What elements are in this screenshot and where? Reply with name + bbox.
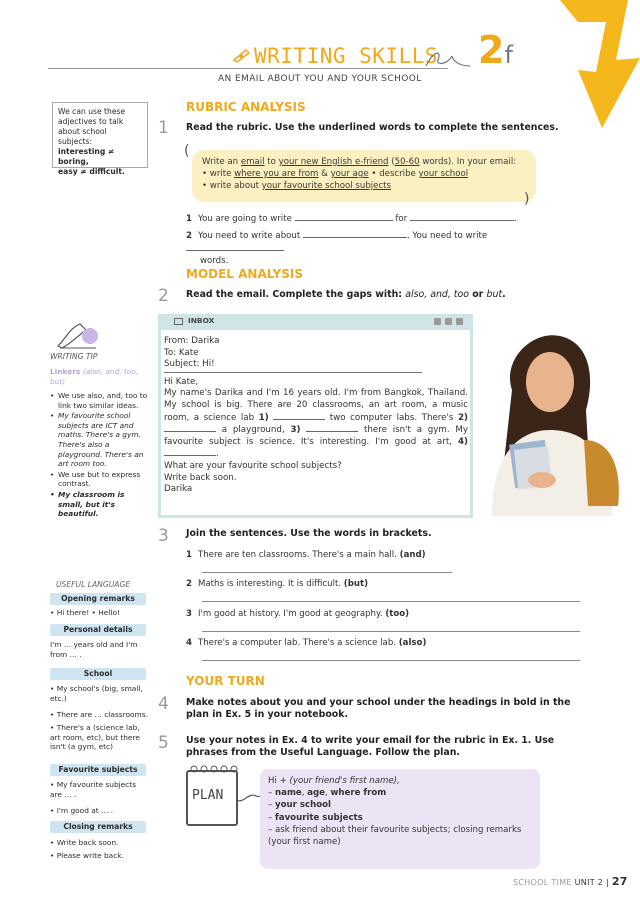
email-subject: Subject: Hi! — [164, 359, 215, 370]
tip-title: WRITING TIP — [50, 352, 98, 361]
email-greeting: Hi Kate, — [164, 376, 199, 387]
answer-line[interactable] — [202, 572, 452, 573]
ul-item: • Write back soon. — [50, 838, 119, 847]
join-item: 2 Maths is interesting. It is difficult. (but) — [186, 579, 369, 589]
answer-blank[interactable] — [410, 212, 514, 221]
plan-line: – favourite subjects — [268, 812, 363, 823]
envelope-icon — [174, 318, 183, 325]
email-paragraph: My name's Darika and I'm 16 years old. I'm from Bangkok, Thailand. My school is big. There are 20 classrooms, an art room, a music room, a science lab 1) two computer labs. There's 2) a playground, 3) there isn't a gym. My favourite subject is science. It's interesting. I'm good at art, 4) . — [164, 388, 469, 460]
useful-language-title: USEFUL LANGUAGE — [56, 580, 131, 589]
exercise-instruction: Read the rubric. Use the underlined words to complete the sentences. — [186, 122, 559, 133]
join-item: 4 There's a computer lab. There's a science lab. (also) — [186, 638, 427, 648]
tip-item: • We use but to express contrast. — [50, 470, 150, 489]
writing-pen-icon — [232, 46, 252, 64]
header-rule — [48, 68, 448, 69]
plan-box — [260, 769, 540, 869]
plan-line: – ask friend about their favourite subjects; closing remarks — [268, 824, 522, 835]
notepad-rings-icon — [188, 764, 238, 774]
inbox-label: INBOX — [188, 316, 215, 325]
sentence-2: 2 You need to write about . You need to write words. — [186, 231, 488, 266]
plan-line: (your first name) — [268, 837, 341, 848]
exercise-instruction: Use your notes in Ex. 4 to write your email for the rubric in Ex. 1. Use phrases from the Useful Language. Follow the plan. — [186, 735, 555, 758]
student-photo — [472, 330, 622, 516]
note-pair2: easy ≠ difficult. — [58, 167, 125, 176]
corner-arrow-graphic — [520, 0, 640, 130]
bracket-open-icon: ( — [184, 143, 190, 159]
exercise-number: 2 — [158, 286, 169, 306]
plan-line: – name, age, where from — [268, 788, 387, 799]
rubric-box — [192, 150, 536, 202]
ul-item: I'm … years old and I'm from … . — [50, 640, 138, 659]
ul-item: • Please write back. — [50, 851, 124, 860]
plan-label: PLAN — [192, 788, 224, 803]
ul-heading-school: School — [50, 668, 146, 680]
page-title: WRITING SKILLS — [254, 44, 439, 68]
exercise-instruction: Join the sentences. Use the words in brackets. — [186, 528, 432, 539]
page-footer: SCHOOL TIME UNIT 2 | 27 — [513, 875, 628, 888]
model-heading: MODEL ANALYSIS — [186, 267, 303, 281]
page-subtitle: AN EMAIL ABOUT YOU AND YOUR SCHOOL — [218, 74, 422, 84]
answer-line[interactable] — [202, 631, 580, 632]
answer-blank[interactable] — [295, 212, 393, 221]
exercise-number: 5 — [158, 733, 169, 753]
tip-list — [50, 391, 150, 520]
answer-blank[interactable] — [303, 229, 407, 238]
gap-1[interactable] — [273, 412, 325, 420]
email-to: To: Kate — [164, 347, 199, 358]
email-divider — [164, 371, 422, 373]
bracket-close-icon: ) — [524, 191, 530, 207]
close-icon[interactable] — [456, 318, 463, 325]
rubric-line: • write about your favourite school subjects — [202, 181, 392, 191]
sentence-1: 1 You are going to write for . — [186, 214, 517, 224]
email-closing: Write back soon. — [164, 472, 237, 483]
note-text: We can use these adjectives to talk about school subjects: — [58, 107, 126, 146]
email-question: What are your favourite school subjects? — [164, 460, 342, 471]
gap-4[interactable] — [164, 448, 216, 456]
ul-item: • There are … classrooms. — [50, 710, 148, 719]
exercise-number: 3 — [158, 526, 169, 546]
adjectives-note — [52, 102, 148, 176]
writing-hand-icon — [56, 318, 100, 350]
join-item: 1 There are ten classrooms. There's a main hall. (and) — [186, 550, 426, 560]
gap-2[interactable] — [164, 424, 216, 432]
tip-example: • My classroom is small, but it's beautiful. — [50, 490, 150, 519]
ul-heading-closing: Closing remarks — [50, 821, 146, 833]
ul-item: • I'm good at … . — [50, 806, 114, 815]
answer-line[interactable] — [202, 601, 580, 602]
rubric-heading: RUBRIC ANALYSIS — [186, 100, 306, 114]
exercise-instruction: Read the email. Complete the gaps with: also, and, too or but. — [186, 289, 506, 300]
ul-item: • My favourite subjects are … . — [50, 780, 137, 799]
tip-subtitle: Linkers (also, and, too, but) — [50, 367, 139, 386]
email-from: From: Darika — [164, 336, 220, 346]
plan-line: Hi + (your friend's first name), — [268, 776, 400, 786]
tip-item: • We use also, and, too to link two similar ideas. — [50, 391, 150, 410]
note-pair1: interesting ≠ boring, — [58, 147, 115, 166]
rubric-line: Write an email to your new English e-friend (50-60 words). In your email: — [202, 157, 517, 167]
ul-heading-personal: Personal details — [50, 624, 146, 636]
rubric-line: • write where you are from & your age • describe your school — [202, 169, 469, 179]
plan-line: – your school — [268, 800, 331, 811]
exercise-number: 1 — [158, 118, 169, 138]
exercise-number: 4 — [158, 694, 169, 714]
maximize-icon[interactable] — [445, 318, 452, 325]
answer-blank[interactable] — [186, 242, 284, 251]
join-item: 3 I'm good at history. I'm good at geography. (too) — [186, 609, 410, 619]
email-body — [164, 336, 468, 496]
ul-heading-favourite: Favourite subjects — [50, 764, 146, 776]
ul-item: • Hi there! • Hello! — [50, 608, 120, 617]
gap-3[interactable] — [306, 424, 358, 432]
email-signature: Darika — [164, 484, 193, 495]
answer-line[interactable] — [202, 660, 580, 661]
minimize-icon[interactable] — [434, 318, 441, 325]
ul-item: • There's a (science lab, art room, etc), but there isn't (a gym, etc) — [50, 723, 140, 751]
title-swirl-icon — [424, 48, 472, 70]
unit-badge: 2f — [478, 28, 513, 72]
ul-item: • My school's (big, small, etc.) — [50, 684, 143, 703]
tip-example: • My favourite school subjects are ICT and maths. There's a gym. There's also a playground. There's an art room too. — [50, 411, 150, 469]
exercise-instruction: Make notes about you and your school under the headings in bold in the plan in Ex. 5 in your notebook. — [186, 697, 571, 720]
ul-heading-opening: Opening remarks — [50, 593, 146, 605]
your-turn-heading: YOUR TURN — [186, 674, 265, 688]
